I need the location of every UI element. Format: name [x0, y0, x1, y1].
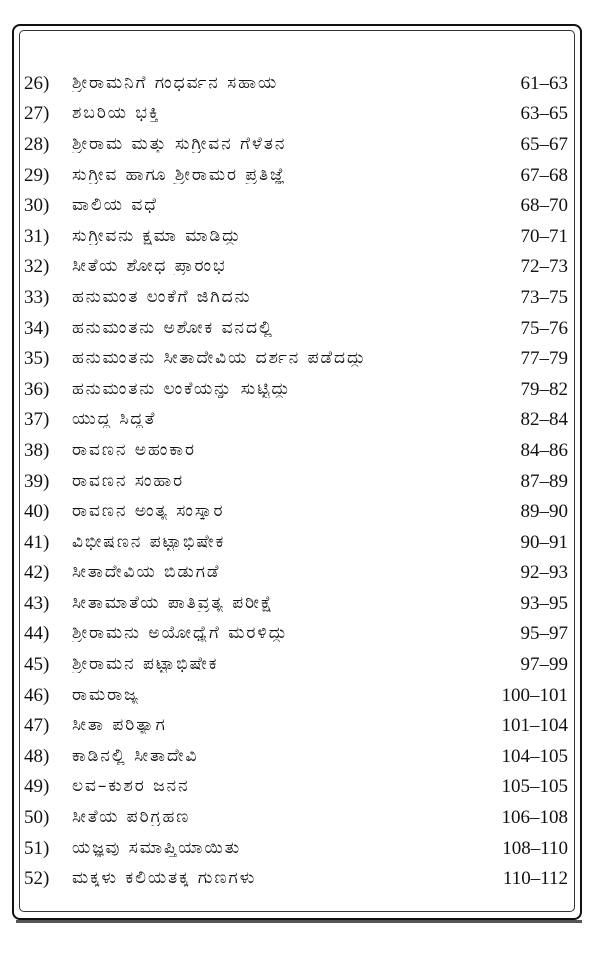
entry-number: 28) — [24, 133, 50, 155]
entry-title: ಸೀತೆಯ ಪರಿಗ್ರಹಣ — [72, 809, 191, 827]
entry-title: ಮಕ್ಕಳು ಕಲಿಯತಕ್ಕ ಗುಣಗಳು — [72, 870, 257, 888]
entry-page-range: 101–104 — [501, 715, 568, 737]
entry-title: ಸೀತಾ ಪರಿತ್ಯಾಗ — [72, 717, 167, 735]
entry-number: 37) — [24, 409, 50, 431]
toc-entry — [24, 405, 574, 436]
entry-page-range: 70–71 — [520, 225, 568, 247]
entry-title: ಸೀತಾದೇವಿಯ ಬಿಡುಗಡೆ — [72, 564, 221, 582]
entry-number: 26) — [24, 72, 50, 94]
entry-title: ಸೀತೆಯ ಶೋಧ ಪ್ರಾರಂಭ — [72, 258, 227, 276]
toc-entry — [24, 374, 574, 405]
entry-page-range: 79–82 — [520, 378, 568, 400]
entry-title: ರಾಮರಾಜ್ಯ — [72, 686, 140, 704]
entry-page-range: 63–65 — [520, 103, 568, 125]
entry-number: 40) — [24, 501, 50, 523]
entry-title: ರಾವಣನ ಅಹಂಕಾರ — [72, 441, 196, 459]
entry-title: ಶ್ರೀರಾಮನಿಗೆ ಗಂಧರ್ವನ ಸಹಾಯ — [72, 74, 279, 92]
toc-entry — [24, 558, 574, 589]
entry-title: ಹನುಮಂತನು ಸೀತಾದೇವಿಯ ದರ್ಶನ ಪಡೆದದ್ದು — [72, 350, 367, 368]
entry-title: ಶ್ರೀರಾಮ ಮತ್ತು ಸುಗ್ರೀವನ ಗೆಳೆತನ — [72, 135, 287, 153]
toc-entry — [24, 343, 574, 374]
entry-page-range: 84–86 — [520, 439, 568, 461]
entry-number: 48) — [24, 745, 50, 767]
entry-title: ರಾವಣನ ಅಂತ್ಯ ಸಂಸ್ಕಾರ — [72, 503, 225, 521]
entry-title: ವಿಭೀಷಣನ ಪಟ್ಟಾಭಿಷೇಕ — [72, 533, 226, 551]
entry-number: 46) — [24, 684, 50, 706]
toc-entry — [24, 619, 574, 650]
entry-number: 47) — [24, 715, 50, 737]
entry-number: 49) — [24, 776, 50, 798]
entry-number: 42) — [24, 562, 50, 584]
toc-entry — [24, 741, 574, 772]
entry-title: ಕಾಡಿನಲ್ಲಿ ಸೀತಾದೇವಿ — [72, 747, 199, 765]
entry-page-range: 93–95 — [520, 592, 568, 614]
entry-page-range: 61–63 — [520, 72, 568, 94]
entry-number: 36) — [24, 378, 50, 400]
entry-number: 35) — [24, 348, 50, 370]
toc-entry — [24, 496, 574, 527]
entry-title: ಹನುಮಂತ ಲಂಕೆಗೆ ಜಿಗಿದನು — [72, 288, 252, 306]
entry-number: 29) — [24, 164, 50, 186]
toc-entry — [24, 435, 574, 466]
entry-page-range: 104–105 — [501, 745, 568, 767]
entry-page-range: 110–112 — [502, 868, 568, 890]
toc-entry — [24, 313, 574, 344]
entry-page-range: 108–110 — [502, 837, 568, 859]
toc-entry — [24, 527, 574, 558]
toc-entry — [24, 466, 574, 497]
entry-title: ಹನುಮಂತನು ಲಂಕೆಯನ್ನು ಸುಟ್ಟಿದ್ದು — [72, 380, 292, 398]
toc-entry — [24, 772, 574, 803]
toc-entry — [24, 129, 574, 160]
toc-entry — [24, 863, 574, 894]
entry-number: 50) — [24, 807, 50, 829]
entry-title: ಯುದ್ಧ ಸಿದ್ಧತೆ — [72, 411, 157, 429]
entry-page-range: 77–79 — [520, 348, 568, 370]
entry-number: 45) — [24, 654, 50, 676]
entry-title: ಶ್ರೀರಾಮನು ಅಯೋಧ್ಯೆಗೆ ಮರಳಿದ್ದು — [72, 625, 289, 643]
entry-title: ಸುಗ್ರೀವ ಹಾಗೂ ಶ್ರೀರಾಮರ ಪ್ರತಿಜ್ಞೆ — [72, 166, 287, 184]
entry-page-range: 95–97 — [520, 623, 568, 645]
entry-number: 43) — [24, 592, 50, 614]
entry-number: 27) — [24, 103, 50, 125]
entry-page-range: 87–89 — [520, 470, 568, 492]
toc-entry — [24, 680, 574, 711]
entry-number: 38) — [24, 439, 50, 461]
entry-page-range: 82–84 — [520, 409, 568, 431]
entry-number: 52) — [24, 868, 50, 890]
entry-number: 32) — [24, 256, 50, 278]
entry-number: 41) — [24, 531, 50, 553]
entry-page-range: 72–73 — [520, 256, 568, 278]
entry-page-range: 67–68 — [520, 164, 568, 186]
entry-page-range: 105–105 — [501, 776, 568, 798]
entry-page-range: 106–108 — [501, 807, 568, 829]
entry-number: 44) — [24, 623, 50, 645]
entry-title: ಶಬರಿಯ ಭಕ್ತಿ — [72, 105, 161, 123]
entry-title: ಸೀತಾಮಾತೆಯ ಪಾತಿವ್ರತ್ಯ ಪರೀಕ್ಷೆ — [72, 594, 274, 612]
entry-title: ಲವ–ಕುಶರ ಜನನ — [72, 778, 190, 796]
entry-number: 34) — [24, 317, 50, 339]
entry-number: 39) — [24, 470, 50, 492]
entry-number: 31) — [24, 225, 50, 247]
entry-title: ಹನುಮಂತನು ಅಶೋಕ ವನದಲ್ಲಿ — [72, 319, 274, 337]
entry-title: ಯಜ್ಞವು ಸಮಾಪ್ತಿಯಾಯಿತು — [72, 839, 242, 857]
entry-title: ರಾವಣನ ಸಂಹಾರ — [72, 472, 185, 490]
entry-title: ಸುಗ್ರೀವನು ಕ್ಷಮಾ ಮಾಡಿದ್ದು — [72, 227, 243, 245]
toc-entry — [24, 710, 574, 741]
entry-page-range: 97–99 — [520, 654, 568, 676]
entry-title: ವಾಲಿಯ ವಧೆ — [72, 197, 158, 215]
toc-entry — [24, 160, 574, 191]
toc-entry — [24, 68, 574, 99]
toc-entry — [24, 802, 574, 833]
entry-page-range: 65–67 — [520, 133, 568, 155]
toc-entry — [24, 252, 574, 283]
toc-entry — [24, 282, 574, 313]
entry-title: ಶ್ರೀರಾಮನ ಪಟ್ಟಾಭಿಷೇಕ — [72, 656, 219, 674]
entry-page-range: 75–76 — [520, 317, 568, 339]
toc-entry — [24, 190, 574, 221]
page-border-shadow — [16, 920, 582, 923]
toc-entry — [24, 99, 574, 130]
toc-entry — [24, 649, 574, 680]
toc-entry — [24, 588, 574, 619]
table-of-contents — [24, 68, 574, 894]
entry-page-range: 90–91 — [520, 531, 568, 553]
entry-number: 30) — [24, 195, 50, 217]
entry-number: 33) — [24, 286, 50, 308]
entry-page-range: 73–75 — [520, 286, 568, 308]
entry-page-range: 68–70 — [520, 195, 568, 217]
entry-page-range: 92–93 — [520, 562, 568, 584]
toc-entry — [24, 833, 574, 864]
entry-number: 51) — [24, 837, 50, 859]
entry-page-range: 89–90 — [520, 501, 568, 523]
toc-entry — [24, 221, 574, 252]
entry-page-range: 100–101 — [501, 684, 568, 706]
